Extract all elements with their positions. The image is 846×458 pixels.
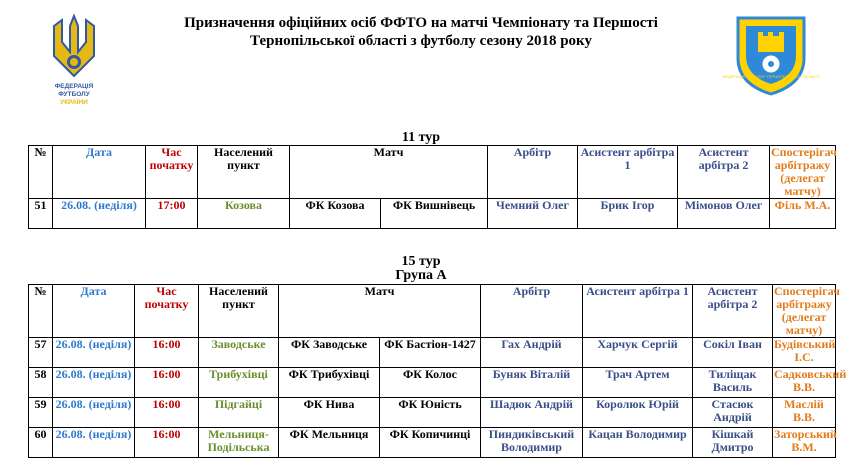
row-assistant1: Харчук Сергій: [583, 338, 693, 368]
row-time: 16:00: [135, 428, 199, 458]
title-line-2: Тернопільської області з футболу сезону 2018 року: [250, 33, 592, 49]
col-assistant1: Асистент арбітра 1: [578, 146, 678, 199]
row-referee: Буняк Віталій: [481, 368, 583, 398]
col-match: Матч: [279, 285, 481, 338]
row-observer: Філь М.А.: [770, 199, 836, 229]
round-11-table: [28, 145, 836, 229]
col-date: Дата: [53, 146, 146, 199]
col-referee: Арбітр: [488, 146, 578, 199]
row-time: 17:00: [146, 199, 198, 229]
row-time: 16:00: [135, 368, 199, 398]
row-time: 16:00: [135, 398, 199, 428]
logo-text-2: ФУТБОЛУ: [58, 91, 90, 98]
logo-right-text: ФЕДЕРАЦІЯ ФУТБОЛУ ТЕРНОПІЛЬСЬКОЇ ОБЛАСТІ: [722, 74, 820, 79]
table-row: [29, 428, 836, 458]
row-place: Заводське: [199, 338, 279, 368]
row-observer: Садковський В.В.: [773, 368, 836, 398]
col-num: №: [29, 146, 53, 199]
col-place: Населений пункт: [198, 146, 290, 199]
round-15-table: [28, 284, 846, 458]
row-away-team: ФК Юність: [380, 398, 481, 428]
row-date: 26.08. (неділя): [53, 428, 135, 458]
row-home-team: ФК Нива: [279, 398, 380, 428]
table-row: [29, 368, 836, 398]
row-num: 60: [29, 428, 53, 458]
col-assistant1: Асистент арбітра 1: [583, 285, 693, 338]
row-place: Трибухівці: [199, 368, 279, 398]
row-referee: Пиндиківський Володимир: [481, 428, 583, 458]
row-observer: Маслій В.В.: [773, 398, 836, 428]
col-date: Дата: [53, 285, 135, 338]
row-assistant1: Кацан Володимир: [583, 428, 693, 458]
table-header-row: [29, 146, 836, 199]
col-assistant2: Асистент арбітра 2: [693, 285, 773, 338]
ffto-logo: [722, 14, 820, 96]
row-away-team: ФК Колос: [380, 368, 481, 398]
col-time: Час початку: [146, 146, 198, 199]
row-assistant1: Трач Артем: [583, 368, 693, 398]
row-away-team: ФК Копичинці: [380, 428, 481, 458]
col-assistant2: Асистент арбітра 2: [678, 146, 770, 199]
col-num: №: [29, 285, 53, 338]
row-place: Козова: [198, 199, 290, 229]
row-home-team: ФК Мельниця: [279, 428, 380, 458]
row-assistant1: Королюк Юрій: [583, 398, 693, 428]
group-title: Група А: [395, 268, 447, 283]
row-assistant2: Стасюк Андрій: [693, 398, 773, 428]
row-home-team: ФК Трибухівці: [279, 368, 380, 398]
row-assistant1: Брик Ігор: [578, 199, 678, 229]
col-referee: Арбітр: [481, 285, 583, 338]
row-assistant2: Кішкай Дмитро: [693, 428, 773, 458]
row-num: 59: [29, 398, 53, 428]
row-date: 26.08. (неділя): [53, 199, 146, 229]
row-date: 26.08. (неділя): [53, 368, 135, 398]
row-away-team: ФК Вишнівець: [381, 199, 488, 229]
row-date: 26.08. (неділя): [53, 338, 135, 368]
col-place: Населений пункт: [199, 285, 279, 338]
col-match: Матч: [290, 146, 488, 199]
row-observer: Будівський І.С.: [773, 338, 836, 368]
row-num: 58: [29, 368, 53, 398]
row-assistant2: Тиліщак Василь: [693, 368, 773, 398]
col-observer: Спостерігач арбітражу (делегат матчу): [774, 284, 840, 337]
row-num: 57: [29, 338, 53, 368]
table-row: [29, 398, 836, 428]
logo-text-3: УКРАЇНИ: [60, 99, 88, 106]
row-time: 16:00: [135, 338, 199, 368]
row-num: 51: [29, 199, 53, 229]
row-away-team: ФК Бастіон-1427: [380, 338, 481, 368]
row-referee: Чемний Олег: [488, 199, 578, 229]
table-header-row: [29, 285, 836, 338]
row-date: 26.08. (неділя): [53, 398, 135, 428]
row-home-team: ФК Козова: [290, 199, 381, 229]
round-11-title: 11 тур: [401, 130, 441, 145]
row-place: Підгайці: [199, 398, 279, 428]
col-observer: Спостерігач арбітражу (делегат матчу): [771, 145, 837, 198]
table-row: [29, 199, 836, 229]
row-referee: Шадюк Андрій: [481, 398, 583, 428]
row-assistant2: Мімонов Олег: [678, 199, 770, 229]
logo-text-1: ФЕДЕРАЦІЯ: [54, 83, 94, 90]
row-place: Мельниця-Подільська: [199, 428, 279, 458]
page-title: [0, 14, 842, 50]
round-15-title: 15 тур: [401, 254, 441, 269]
row-observer: Заторський В.М.: [773, 428, 836, 458]
title-line-1: Призначення офіційних осіб ФФТО на матчі Чемпіонату та Першості: [184, 15, 658, 31]
table-row: [29, 338, 836, 368]
col-time: Час початку: [135, 285, 199, 338]
row-assistant2: Сокіл Іван: [693, 338, 773, 368]
shield-icon: [722, 14, 820, 96]
row-referee: Гах Андрій: [481, 338, 583, 368]
row-home-team: ФК Заводське: [279, 338, 380, 368]
